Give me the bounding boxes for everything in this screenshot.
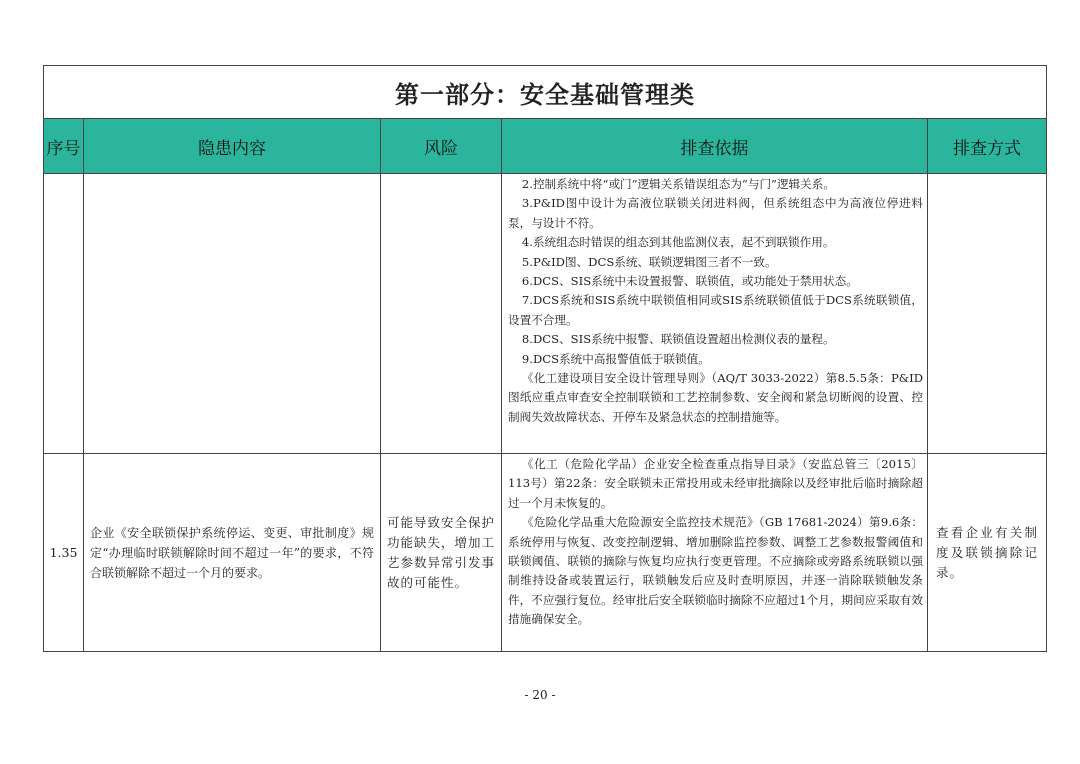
table-row-continued (44, 174, 1047, 454)
risk-cell-empty (381, 174, 502, 454)
basis-cell (502, 454, 928, 652)
col-header-seq: 序号 (44, 119, 84, 174)
basis-item: 7.DCS系统和SIS系统中联锁值相同或SIS系统联锁值低于DCS系统联锁值，设置不合理。 (508, 293, 923, 327)
basis-item: 5.P&ID图、DCS系统、联锁逻辑图三者不一致。 (521, 254, 777, 269)
method-cell-empty (928, 174, 1047, 454)
basis-item: 9.DCS系统中高报警值低于联锁值。 (521, 351, 710, 366)
col-header-method: 排查方式 (928, 119, 1047, 174)
basis-item: 《危险化学品重大危险源安全监控技术规范》（GB 17681-2024）第9.6条：系统停用与恢复、改变控制逻辑、增加删除监控参数、调整工艺参数报警阈值和联锁阈值、联锁的摘除与恢复均应执行变更管理。不应摘除或旁路系统联锁以强制维持设备或装置运行，联锁触发后应及时查明原因，并逐一消除联锁触发条件，不应强行复位。经审批后安全联锁临时摘除不应超过1个月，期间应采取有效措施确保安全。 (508, 515, 923, 627)
basis-item: 8.DCS、SIS系统中报警、联锁值设置超出检测仪表的量程。 (521, 332, 835, 347)
basis-cell-continued (502, 174, 928, 454)
col-header-basis: 排查依据 (502, 119, 928, 174)
section-title: 第一部分：安全基础管理类 (44, 66, 1047, 119)
basis-item: 3.P&ID图中设计为高液位联锁关闭进料阀，但系统组态中为高液位停进料泵，与设计不符。 (508, 196, 923, 230)
seq-cell: 1.35 (44, 454, 84, 652)
basis-item: 《化工建设项目安全设计管理导则》（AQ/T 3033-2022）第8.5.5条：P&ID图纸应重点审查安全控制联锁和工艺控制参数、安全阀和紧急切断阀的设置、控制阀失效故障状态、开停车及紧急状态的控制措施等。 (508, 371, 923, 424)
col-header-risk: 风险 (381, 119, 502, 174)
hazard-table (43, 65, 1047, 652)
method-cell: 查看企业有关制度及联锁摘除记录。 (928, 454, 1047, 652)
hazard-cell-empty (84, 174, 381, 454)
col-header-hazard: 隐患内容 (84, 119, 381, 174)
hazard-cell: 企业《安全联锁保护系统停运、变更、审批制度》规定“办理临时联锁解除时间不超过一年”的要求，不符合联锁解除不超过一个月的要求。 (84, 454, 381, 652)
basis-item: 6.DCS、SIS系统中未设置报警、联锁值，或功能处于禁用状态。 (521, 274, 858, 289)
basis-item: 《化工（危险化学品）企业安全检查重点指导目录》（安监总管三〔2015〕113号）第22条：安全联锁未正常投用或未经审批摘除以及经审批后临时摘除超过一个月未恢复的。 (508, 457, 923, 510)
basis-item: 4.系统组态时错误的组态到其他监测仪表，起不到联锁作用。 (521, 235, 835, 250)
basis-item: 2.控制系统中将“或门”逻辑关系错误组态为“与门”逻辑关系。 (521, 177, 835, 191)
table-row-1-35 (44, 454, 1047, 652)
document-sheet (43, 65, 1046, 652)
risk-cell: 可能导致安全保护功能缺失，增加工艺参数异常引发事故的可能性。 (381, 454, 502, 652)
seq-cell-empty (44, 174, 84, 454)
page-number: - 20 - (524, 688, 556, 702)
table-header-row (44, 119, 1047, 174)
